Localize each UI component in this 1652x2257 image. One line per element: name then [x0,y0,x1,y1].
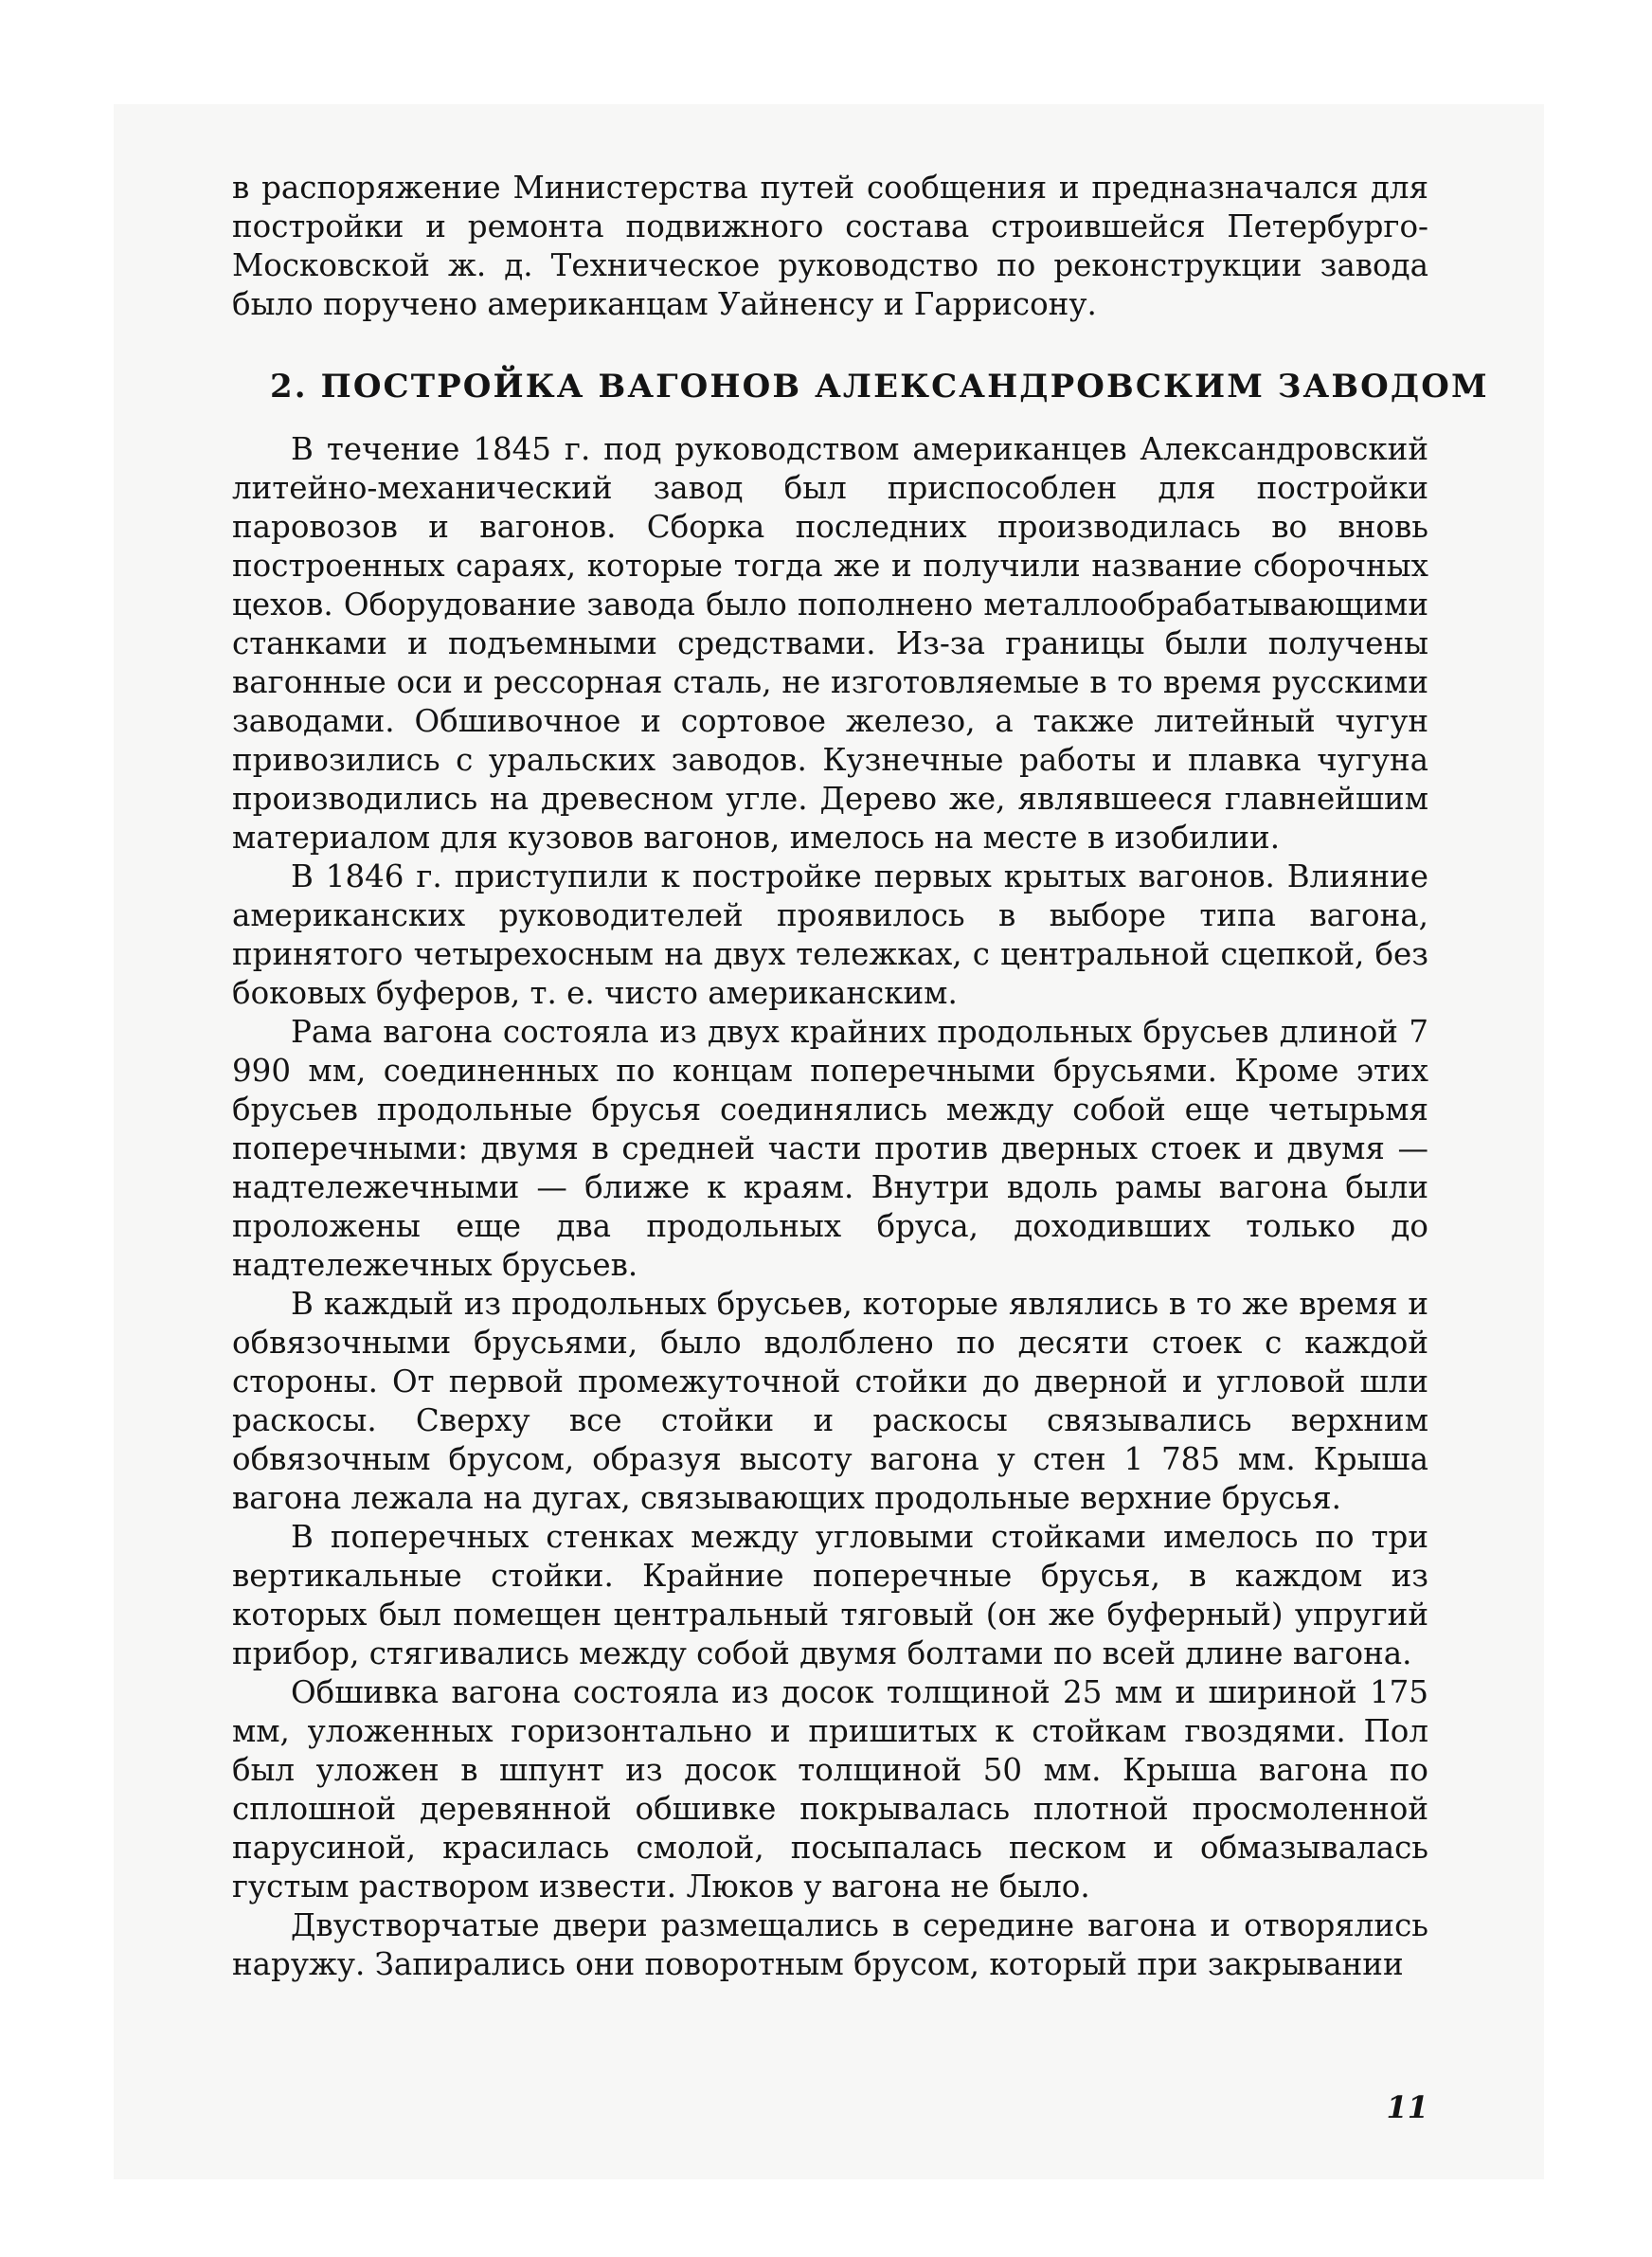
paragraph-2: В 1846 г. приступили к постройке первых крытых вагонов. Влияние американских руководителей проявилось в выборе типа вагона, принятого четырехосным на двух тележках, с центральной сцепкой, без боковых буферов, т. е. чисто американским. [232,858,1428,1011]
paragraph-3: Рама вагона состояла из двух крайних продольных брусьев длиной 7 990 мм, соединенных по концам поперечными брусьями. Кроме этих брусьев продольные брусья соединялись между собой еще четырьмя поперечными: двумя в средней части против дверных стоек и двумя — надтележечными — ближе к краям. Внутри вдоль рамы вагона были проложены еще два продольных бруса, доходивших только до надтележечных брусьев. [232,1014,1428,1283]
paragraph-5: В поперечных стенках между угловыми стойками имелось по три вертикальные стойки. Крайние поперечные брусья, в каждом из которых был помещен центральный тяговый (он же буферный) упругий прибор, стягивались между собой двумя болтами по всей длине вагона. [232,1519,1428,1671]
paragraph-1: В течение 1845 г. под руководством американцев Александровский литейно-механический завод был приспособлен для постройки паровозов и вагонов. Сборка последних производилась во вновь построенных сараях, которые тогда же и получили название сборочных цехов. Оборудование завода было пополнено металлообрабатывающими станками и подъемными средствами. Из-за границы были получены вагонные оси и рессорная сталь, не изготовляемые в то время русскими заводами. Обшивочное и сортовое железо, а также литейный чугун привозились с уральских заводов. Кузнечные работы и плавка чугуна производились на древесном угле. Дерево же, являвшееся главнейшим материалом для кузовов вагонов, имелось на месте в изобилии. [232,431,1428,856]
page-number: 11 [1386,2089,1428,2125]
paragraph-7: Двустворчатые двери размещались в середине вагона и отворялись наружу. Запирались они поворотным брусом, который при закрывании [232,1907,1428,1982]
text-column [232,169,1489,1984]
paragraph-4: В каждый из продольных брусьев, которые являлись в то же время и обвязочными брусьями, было вдолблено по десяти стоек с каждой стороны. От первой промежуточной стойки до дверной и угловой шли раскосы. Сверху все стойки и раскосы связывались верхним обвязочным брусом, образуя высоту вагона у стен 1 785 мм. Крыша вагона лежала на дугах, связывающих продольные верхние брусья. [232,1286,1428,1516]
paragraph-6: Обшивка вагона состояла из досок толщиной 25 мм и шириной 175 мм, уложенных горизонтально и пришитых к стойкам гвоздями. Пол был уложен в шпунт из досок толщиной 50 мм. Крыша вагона по сплошной деревянной обшивке покрывалась плотной просмоленной парусиной, красилась смолой, посыпалась песком и обмазывалась густым раствором извести. Люков у вагона не было. [232,1674,1428,1905]
intro-paragraph: в распоряжение Министерства путей сообщения и предназначался для постройки и ремонта подвижного состава строившейся Петербурго-Московской ж. д. Техническое руководство по реконструкции завода было поручено американцам Уайненсу и Гаррисону. [232,170,1428,322]
section-heading: 2. ПОСТРОЙКА ВАГОНОВ АЛЕКСАНДРОВСКИМ ЗАВОДОМ [270,368,1489,406]
